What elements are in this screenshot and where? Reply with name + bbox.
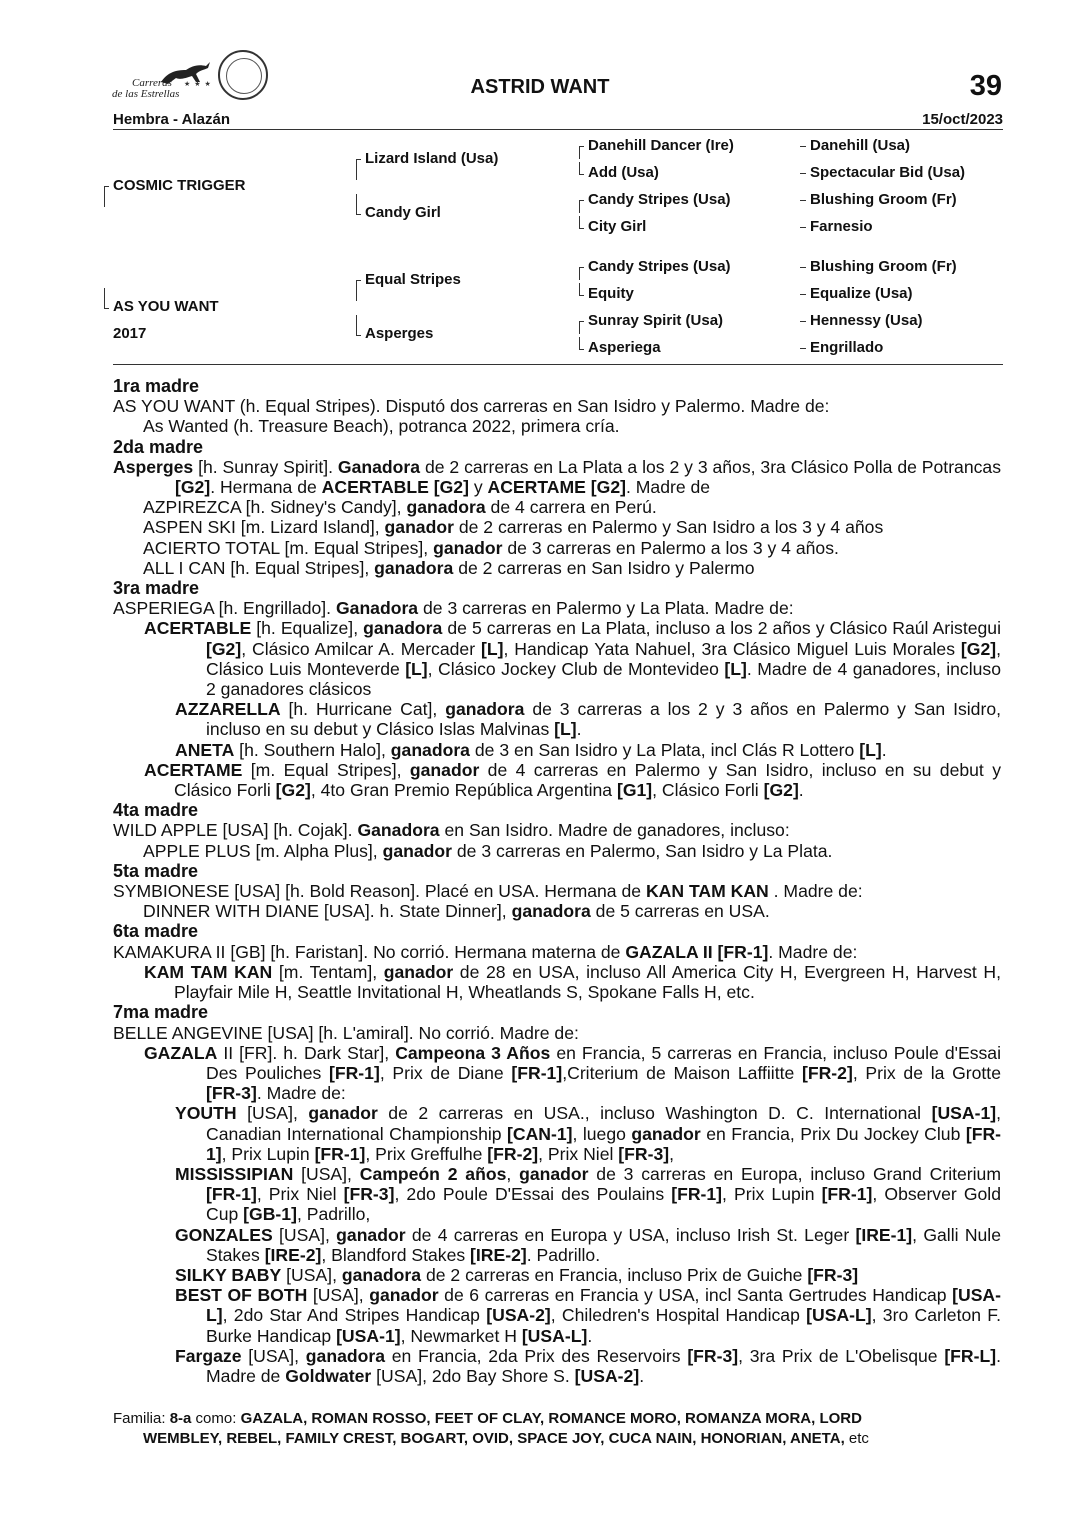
record-paragraph: ACERTAME [m. Equal Stripes], ganador de 4 carreras en Palermo y San Isidro, incluso en su debut y Clásico Forli [G2], 4to Gran Premio República Argentina [G1], Clásico Forli [G2]. [144, 759, 1001, 801]
record-paragraph: MISSISSIPIAN [USA], Campeón 2 años, ganador de 3 carreras en Europa, incluso Grand Criterium [FR-1], Prix Niel [FR-3], 2do Poule D'Essai des Poulains [FR-1], Prix Lupin [FR-1], Observer Gold Cup [GB-1], Padrillo, [175, 1163, 1002, 1225]
sire: COSMIC TRIGGER [113, 177, 246, 194]
star-dots: ★ ★ ★ [184, 81, 212, 88]
gen4-3: Blushing Groom (Fr) [800, 191, 957, 209]
gen2-3: Equal Stripes [365, 271, 461, 288]
family-etc: etc [848, 1430, 869, 1447]
record-paragraph: AZZARELLA [h. Hurricane Cat], ganadora de 3 carreras a los 2 y 3 años en Palermo y San Isidro, incluso en su debut y Clásico Islas Malvinas [L]. [175, 699, 1001, 740]
gen4-1: Danehill (Usa) [800, 137, 910, 155]
gen4-6: Equalize (Usa) [800, 285, 913, 303]
gen4-2: Spectacular Bid (Usa) [800, 164, 965, 182]
foaling-year: 2017 [113, 325, 147, 342]
section-heading: 7ma madre [113, 1002, 209, 1023]
gen4-7: Hennessy (Usa) [800, 312, 923, 330]
record-paragraph: ASPEN SKI [m. Lizard Island], ganador de 2 carreras en Palermo y San Isidro a los 3 y 4 años [143, 517, 884, 538]
record-paragraph: ANETA [h. Southern Halo], ganadora de 3 en San Isidro y La Plata, incl Clás R Lottero [L]. [175, 739, 887, 760]
record-paragraph: GONZALES [USA], ganador de 4 carreras en Europa y USA, incluso Irish St. Leger [IRE-1], Galli Nule Stakes [IRE-2], Blandford Stakes [IRE-2]. Padrillo. [175, 1224, 1001, 1265]
gen2-4: Asperges [365, 325, 434, 342]
gen4-5: Blushing Groom (Fr) [800, 258, 957, 276]
horse-name-title: ASTRID WANT [470, 76, 610, 98]
gen2-2: Candy Girl [365, 204, 441, 221]
gen2-1: Lizard Island (Usa) [365, 150, 499, 167]
sex-color: Hembra - Alazán [113, 111, 230, 128]
gen3-1: Danehill Dancer (Ire) [588, 137, 734, 154]
lot-number: 39 [969, 70, 1002, 102]
record-paragraph: KAM TAM KAN [m. Tentam], ganador de 28 en USA, incluso All America City H, Evergreen H, Harvest H, Playfair Mile H, Seattle Invitational H, Wheatlands S, Spokane Falls H, etc. [144, 961, 1001, 1003]
family-number: 8-a [169, 1410, 192, 1427]
gen3-7: Sunray Spirit (Usa) [588, 312, 724, 329]
logo-text-1: Carreras [132, 77, 172, 89]
record-paragraph: As Wanted (h. Treasure Beach), potranca 2022, primera cría. [143, 416, 620, 437]
pedigree-divider [113, 364, 1003, 365]
section-heading: 3ra madre [113, 578, 200, 599]
family-members-1: GAZALA, ROMAN ROSSO, FEET OF CLAY, ROMANCE MORO, ROMANZA MORA, LORD [240, 1410, 862, 1427]
record-paragraph: SYMBIONESE [USA] [h. Bold Reason]. Placé en USA. Hermana de KAN TAM KAN . Madre de: [113, 881, 863, 902]
record-paragraph: DINNER WITH DIANE [USA]. h. State Dinner], ganadora de 5 carreras en USA. [143, 901, 770, 922]
record-paragraph: ACIERTO TOTAL [m. Equal Stripes], ganador de 3 carreras en Palermo a los 3 y 4 años. [143, 537, 839, 558]
record-paragraph: KAMAKURA II [GB] [h. Faristan]. No corrió. Hermana materna de GAZALA II [FR-1]. Madre de: [113, 941, 858, 962]
section-heading: 6ta madre [113, 921, 199, 942]
dam: AS YOU WANT [113, 298, 219, 315]
gen3-3: Candy Stripes (Usa) [588, 191, 731, 208]
record-paragraph: GAZALA II [FR]. h. Dark Star], Campeona 3 Años en Francia, 5 carreras en Francia, incluso Poule d'Essai Des Pouliches [FR-1], Prix de Diane [FR-1],Criterium de Maison Laffiitte [FR-2], Prix de la Grotte [FR-3]. Madre de: [144, 1042, 1001, 1104]
record-paragraph: ASPERIEGA [h. Engrillado]. Ganadora de 3 carreras en Palermo y La Plata. Madre de: [113, 598, 794, 619]
record-paragraph: WILD APPLE [USA] [h. Cojak]. Ganadora en San Isidro. Madre de ganadores, incluso: [113, 820, 790, 841]
record-paragraph: BEST OF BOTH [USA], ganador de 6 carreras en Francia y USA, incl Santa Gertrudes Handicap [USA-L], 2do Star And Stripes Handicap [USA-2], Chiledren's Hospital Handicap [USA-L], 3ro Carleton F. Burke Handicap [USA-1], Newmarket H [USA-L]. [175, 1285, 1001, 1346]
gen4-8: Engrillado [800, 339, 883, 357]
family-members-2: WEMBLEY, REBEL, FAMILY CREST, BOGART, OVID, SPACE JOY, CUCA NAIN, HONORIAN, ANETA, [143, 1430, 845, 1447]
family-label: Familia: [113, 1410, 166, 1427]
record-paragraph: ACERTABLE [h. Equalize], ganadora de 5 carreras en La Plata, incluso a los 2 años y Clásico Raúl Aristegui [G2], Clásico Amilcar A. Mercader [L], Handicap Yata Nahuel, 3ra Clásico Miguel Luis Morales [G2], Clásico Luis Monteverde [L], Clásico Jockey Club de Montevideo [L]. Madre de 4 ganadores, incluso 2 ganadores clásicos [144, 618, 1001, 700]
header-divider [113, 129, 1003, 130]
record-paragraph: AZPIREZCA [h. Sidney's Candy], ganadora de 4 carrera en Perú. [143, 497, 657, 518]
record-paragraph: BELLE ANGEVINE [USA] [h. L'amiral]. No corrió. Madre de: [113, 1022, 579, 1043]
gen3-6: Equity [588, 285, 634, 302]
gen3-5: Candy Stripes (Usa) [588, 258, 731, 275]
record-paragraph: APPLE PLUS [m. Alpha Plus], ganador de 3 carreras en Palermo, San Isidro y La Plata. [143, 840, 833, 861]
family-line-2 [113, 1429, 1003, 1449]
section-heading: 1ra madre [113, 376, 200, 396]
gen3-2: Add (Usa) [588, 164, 659, 181]
produce-record [113, 376, 1001, 1386]
section-heading: 2da madre [113, 436, 204, 457]
record-paragraph: Fargaze [USA], ganadora en Francia, 2da Prix des Reservoirs [FR-3], 3ra Prix de L'Obelisque [FR-L]. Madre de Goldwater [USA], 2do Bay Shore S. [USA-2]. [175, 1345, 1001, 1386]
logo-text-2: de las Estrellas [112, 88, 180, 100]
section-heading: 4ta madre [113, 800, 199, 821]
gen4-4: Farnesio [800, 218, 873, 236]
family-line-1 [113, 1409, 1003, 1429]
record-paragraph: YOUTH [USA], ganador de 2 carreras en USA., incluso Washington D. C. International [USA-1], Canadian International Championship [CAN-1], luego ganador en Francia, Prix Du Jockey Club [FR-1], Prix Lupin [FR-1], Prix Greffulhe [FR-2], Prix Niel [FR-3], [175, 1103, 1002, 1164]
sale-date: 15/oct/2023 [922, 111, 1003, 128]
gen3-4: City Girl [588, 218, 647, 235]
family-line [113, 1409, 1003, 1449]
record-paragraph: SILKY BABY [USA], ganadora de 2 carreras en Francia, incluso Prix de Guiche [FR-3] [175, 1264, 859, 1285]
record-paragraph: ALL I CAN [h. Equal Stripes], ganadora de 2 carreras en San Isidro y Palermo [143, 557, 755, 578]
section-heading: 5ta madre [113, 860, 199, 881]
gen3-8: Asperiega [588, 339, 661, 356]
family-como: como: [195, 1410, 237, 1427]
record-paragraph: AS YOU WANT (h. Equal Stripes). Disputó dos carreras en San Isidro y Palermo. Madre de: [113, 396, 830, 417]
record-paragraph: Asperges [h. Sunray Spirit]. Ganadora de 2 carreras en La Plata a los 2 y 3 años, 3ra Clásico Polla de Potrancas [G2]. Hermana de ACERTABLE [G2] y ACERTAME [G2]. Madre de [113, 456, 1001, 498]
